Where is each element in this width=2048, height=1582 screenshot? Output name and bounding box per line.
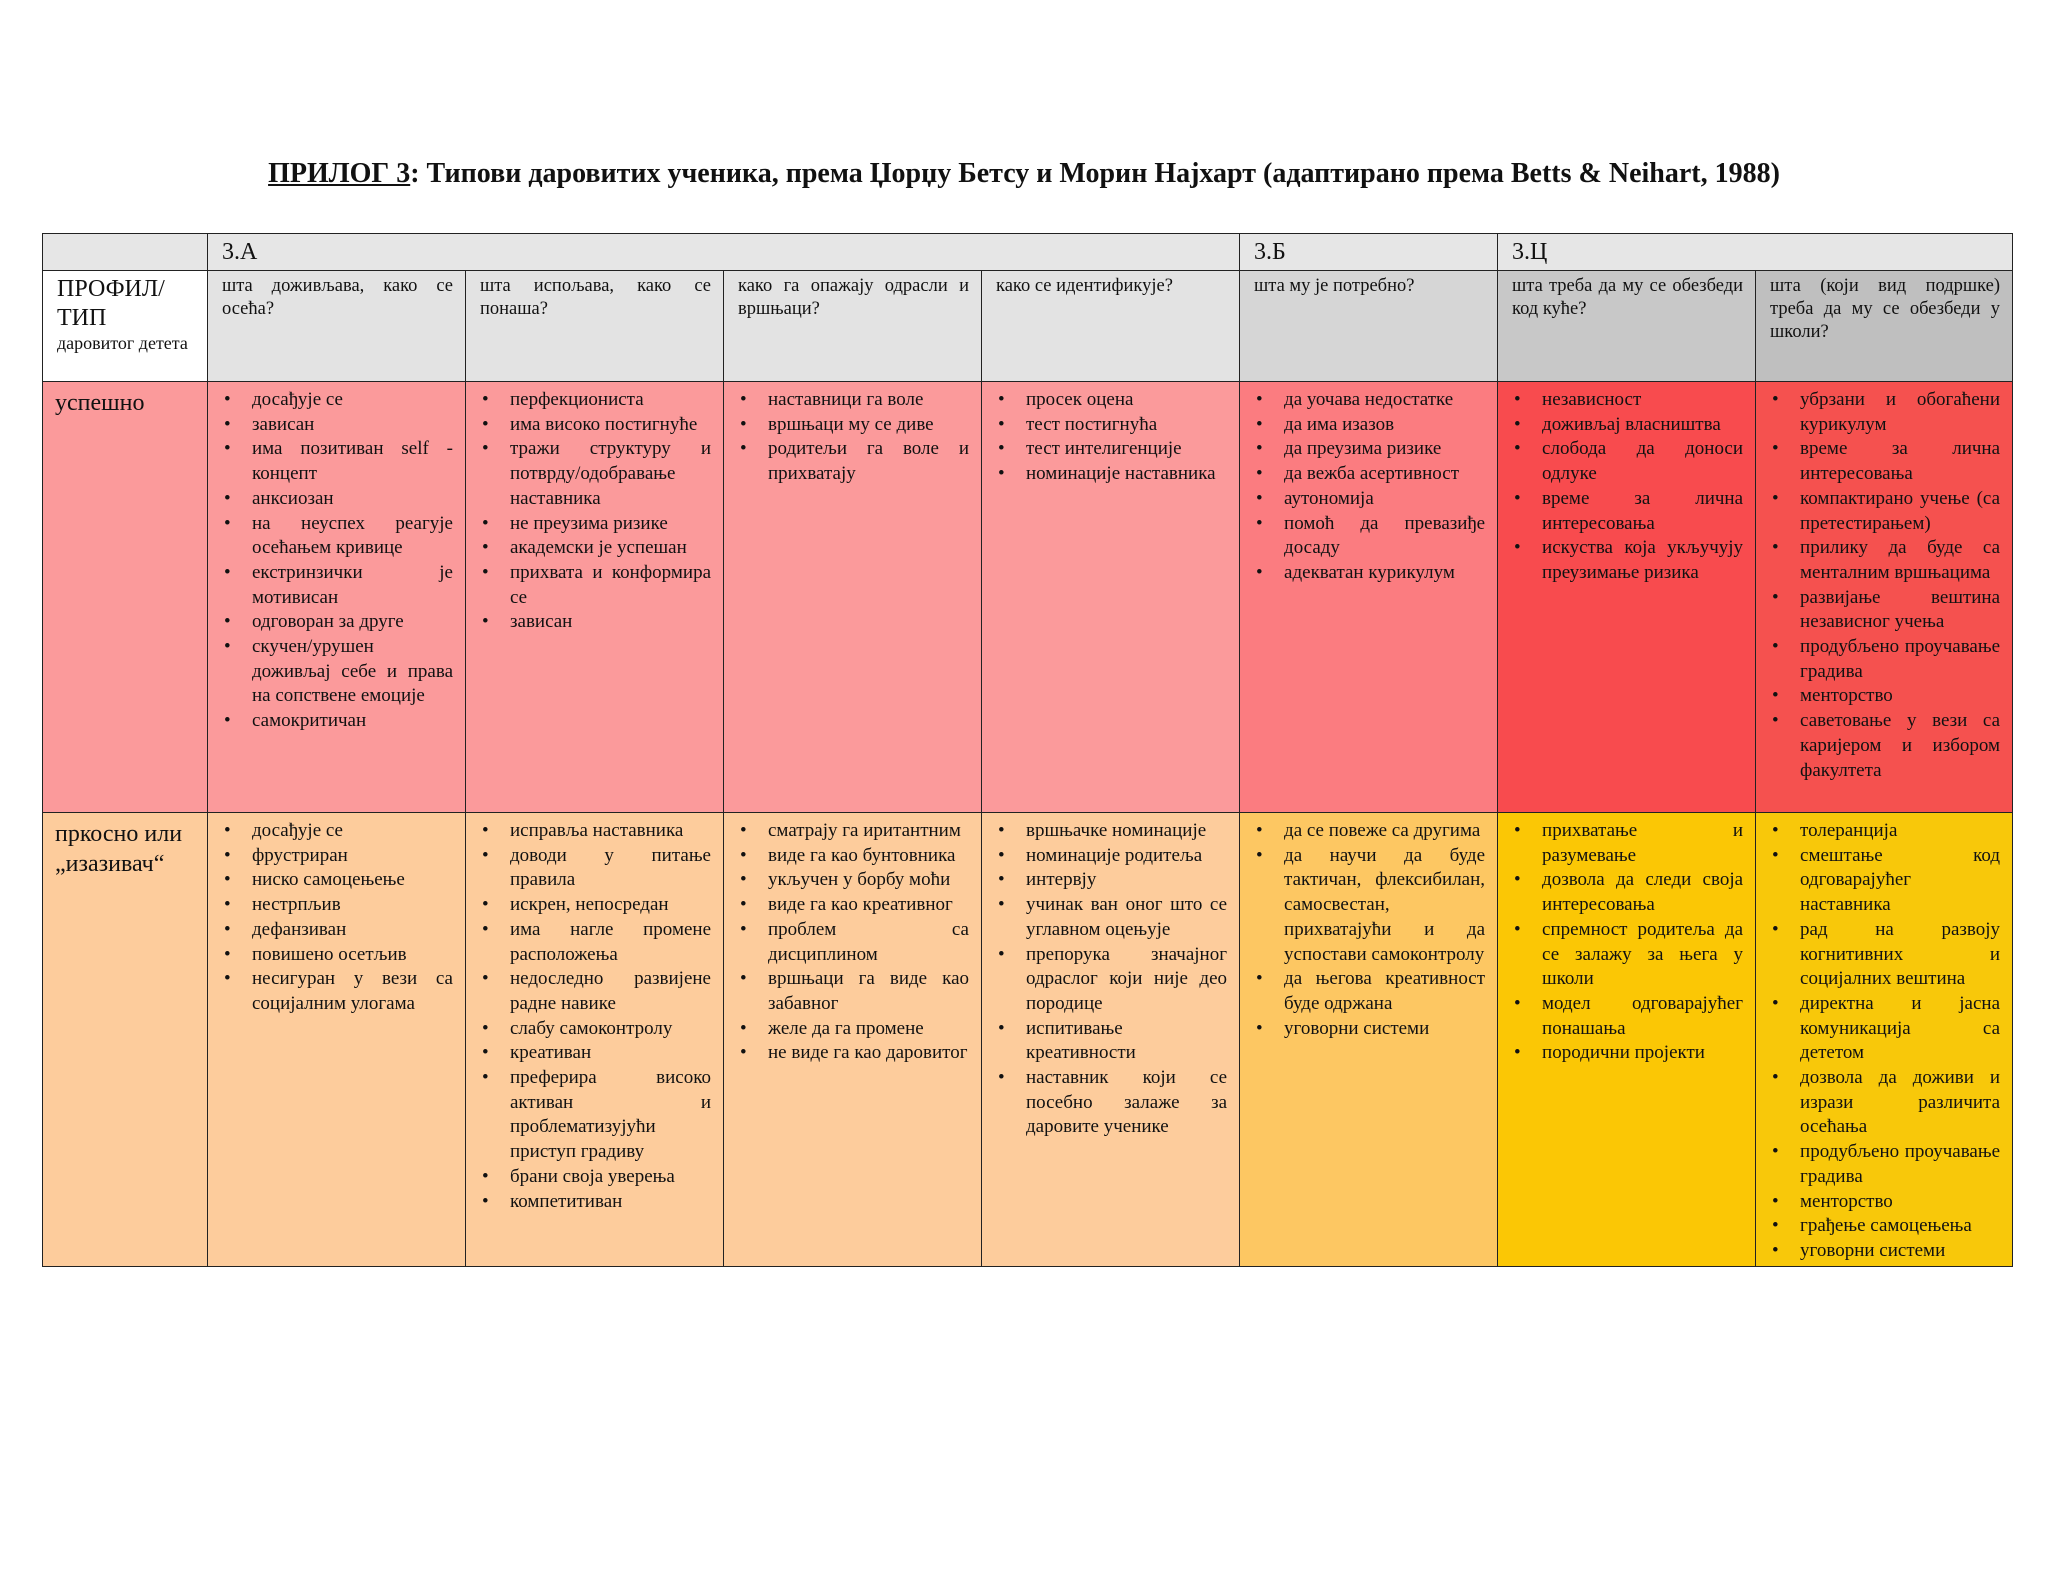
list-item: • брани своја уверења xyxy=(476,1165,711,1190)
table-cell xyxy=(1240,813,1498,1267)
list-item: • да има изазов xyxy=(1250,413,1485,438)
bullet-list xyxy=(1756,382,2012,783)
list-item: • прихвата и конформира се xyxy=(476,561,711,610)
table-cell xyxy=(982,813,1240,1267)
list-item: • скучен/урушен доживљај себе и права на сопствене емоције xyxy=(218,635,453,709)
list-item: • креативан xyxy=(476,1041,711,1066)
list-item: • не преузима ризике xyxy=(476,512,711,537)
question-header: како га опажају одрасли и вршњаци? xyxy=(724,271,982,382)
list-item: • компетитиван xyxy=(476,1190,711,1215)
list-item: • просек оцена xyxy=(992,388,1227,413)
list-item: • екстринзички је мотивисан xyxy=(218,561,453,610)
list-item: • искуства која укључују преузимање ризика xyxy=(1508,536,1743,585)
list-item: • менторство xyxy=(1766,1190,2000,1215)
list-item: • смештање код одговарајућег наставника xyxy=(1766,844,2000,918)
list-item: • саветовање у вези са каријером и избором факултета xyxy=(1766,709,2000,783)
list-item: • самокритичан xyxy=(218,709,453,734)
question-header: шта испољава, како се понаша? xyxy=(466,271,724,382)
list-item: • доживљај власништва xyxy=(1508,413,1743,438)
question-header: шта му је потребно? xyxy=(1240,271,1498,382)
list-item: • прихватање и разумевање xyxy=(1508,819,1743,868)
profile-header-line1: ПРОФИЛ/ xyxy=(57,276,165,302)
list-item: • спремност родитеља да се залажу за њега у школи xyxy=(1508,918,1743,992)
list-item: • на неуспех реагује осећањем кривице xyxy=(218,512,453,561)
list-item: • продубљено проучавање градива xyxy=(1766,1140,2000,1189)
list-item: • академски је успешан xyxy=(476,536,711,561)
list-item: • доводи у питање правила xyxy=(476,844,711,893)
list-item: • учинак ван оног што се углавном оцењује xyxy=(992,893,1227,942)
list-item: • убрзани и обогаћени курикулум xyxy=(1766,388,2000,437)
list-item: • директна и јасна комуникација са дететом xyxy=(1766,992,2000,1066)
section-header-empty xyxy=(43,234,208,271)
list-item: • недоследно развијене радне навике xyxy=(476,967,711,1016)
table-cell xyxy=(1498,813,1756,1267)
list-item: • развијање вештина независног учења xyxy=(1766,586,2000,635)
bullet-list xyxy=(466,813,723,1214)
question-header: шта треба да му се обезбеди код куће? xyxy=(1498,271,1756,382)
list-item: • виде га као креативног xyxy=(734,893,969,918)
list-item: • да вежба асертивност xyxy=(1250,462,1485,487)
list-item: • наставници га воле xyxy=(734,388,969,413)
row-label: пркосно или „изазивач“ xyxy=(43,813,208,1267)
list-item: • номинације наставника xyxy=(992,462,1227,487)
list-item: • има високо постигнуће xyxy=(476,413,711,438)
list-item: • тест интелигенције xyxy=(992,437,1227,462)
list-item: • досађује се xyxy=(218,388,453,413)
list-item: • да се повеже са другима xyxy=(1250,819,1485,844)
bullet-list xyxy=(1498,813,1755,1066)
bullet-list xyxy=(1498,382,1755,586)
bullet-list xyxy=(1240,382,1497,586)
bullet-list xyxy=(1240,813,1497,1041)
list-item: • зависан xyxy=(218,413,453,438)
list-item: • укључен у борбу моћи xyxy=(734,868,969,893)
bullet-list xyxy=(208,382,465,734)
bullet-list xyxy=(982,813,1239,1140)
list-item: • интервју xyxy=(992,868,1227,893)
list-item: • помоћ да превазиђе досаду xyxy=(1250,512,1485,561)
list-item: • адекватан курикулум xyxy=(1250,561,1485,586)
list-item: • независност xyxy=(1508,388,1743,413)
table-cell xyxy=(1756,813,2013,1267)
profile-header-small: даровитог детета xyxy=(57,333,188,353)
list-item: • вршњаци га виде као забавног xyxy=(734,967,969,1016)
list-item: • тражи структуру и потврду/одобравање наставника xyxy=(476,437,711,511)
list-item: • наставник који се посебно залаже за даровите ученике xyxy=(992,1066,1227,1140)
list-item: • повишено осетљив xyxy=(218,943,453,968)
table-row-successful xyxy=(43,382,2013,813)
list-item: • да преузима ризике xyxy=(1250,437,1485,462)
profile-header-line2: ТИП xyxy=(57,305,107,331)
list-item: • да његова креативност буде одржана xyxy=(1250,967,1485,1016)
list-item: • аутономија xyxy=(1250,487,1485,512)
list-item: • зависан xyxy=(476,610,711,635)
list-item: • има нагле промене расположења xyxy=(476,918,711,967)
bullet-list xyxy=(982,382,1239,487)
list-item: • уговорни системи xyxy=(1766,1239,2000,1264)
list-item: • менторство xyxy=(1766,684,2000,709)
list-item: • родитељи га воле и прихватају xyxy=(734,437,969,486)
bullet-list xyxy=(208,813,465,1017)
list-item: • виде га као бунтовника xyxy=(734,844,969,869)
list-item: • продубљено проучавање градива xyxy=(1766,635,2000,684)
list-item: • дефанзиван xyxy=(218,918,453,943)
bullet-list xyxy=(466,382,723,635)
table-cell xyxy=(1240,382,1498,813)
list-item: • толеранција xyxy=(1766,819,2000,844)
question-header-row xyxy=(43,271,2013,382)
list-item: • искрен, непосредан xyxy=(476,893,711,918)
list-item: • перфекциониста xyxy=(476,388,711,413)
list-item: • прилику да буде са менталним вршњацима xyxy=(1766,536,2000,585)
table-cell xyxy=(208,813,466,1267)
section-header-3b: 3.Б xyxy=(1240,234,1498,271)
list-item: • нестрпљив xyxy=(218,893,453,918)
list-item: • проблем са дисциплином xyxy=(734,918,969,967)
title-text: : Типови даровитих ученика, према Џорџу Бетсу и Морин Најхарт (адаптирано према Betts & Neihart, 1988) xyxy=(410,158,1780,189)
gifted-types-table xyxy=(42,233,2013,1267)
list-item: • сматрају га иритантним xyxy=(734,819,969,844)
list-item: • не виде га као даровитог xyxy=(734,1041,969,1066)
list-item: • слабу самоконтролу xyxy=(476,1017,711,1042)
table-cell xyxy=(208,382,466,813)
table-cell xyxy=(1498,382,1756,813)
section-header-3a: 3.А xyxy=(208,234,1240,271)
table-cell xyxy=(466,813,724,1267)
list-item: • несигуран у вези са социјалним улогама xyxy=(218,967,453,1016)
bullet-list xyxy=(1756,813,2012,1264)
list-item: • испитивање креативности xyxy=(992,1017,1227,1066)
table-row-challenging xyxy=(43,813,2013,1267)
list-item: • породични пројекти xyxy=(1508,1041,1743,1066)
section-header-3c: 3.Ц xyxy=(1498,234,2013,271)
list-item: • компактирано учење (са претестирањем) xyxy=(1766,487,2000,536)
list-item: • рад на развоју когнитивних и социјалних вештина xyxy=(1766,918,2000,992)
list-item: • дозвола да доживи и изрази различита осећања xyxy=(1766,1066,2000,1140)
list-item: • номинације родитеља xyxy=(992,844,1227,869)
list-item: • има позитиван self - концепт xyxy=(218,437,453,486)
list-item: • време за лична интересовања xyxy=(1766,437,2000,486)
table-cell xyxy=(724,813,982,1267)
list-item: • исправља наставника xyxy=(476,819,711,844)
list-item: • фрустриран xyxy=(218,844,453,869)
list-item: • дозвола да следи своја интересовања xyxy=(1508,868,1743,917)
list-item: • желе да га промене xyxy=(734,1017,969,1042)
list-item: • време за лична интересовања xyxy=(1508,487,1743,536)
bullet-list xyxy=(724,382,981,487)
table-cell xyxy=(724,382,982,813)
list-item: • одговоран за друге xyxy=(218,610,453,635)
list-item: • ниско самоцењење xyxy=(218,868,453,893)
list-item: • грађење самоцењења xyxy=(1766,1214,2000,1239)
question-header: шта (који вид подршке) треба да му се обезбеди у школи? xyxy=(1756,271,2013,382)
profile-header-cell xyxy=(43,271,208,382)
list-item: • уговорни системи xyxy=(1250,1017,1485,1042)
list-item: • преферира високо активан и проблематизујући приступ градиву xyxy=(476,1066,711,1165)
question-header: како се идентификује? xyxy=(982,271,1240,382)
row-label: успешно xyxy=(43,382,208,813)
list-item: • препорука значајног одраслог који није део породице xyxy=(992,943,1227,1017)
bullet-list xyxy=(724,813,981,1066)
list-item: • анксиозан xyxy=(218,487,453,512)
list-item: • вршњачке номинације xyxy=(992,819,1227,844)
table-cell xyxy=(982,382,1240,813)
list-item: • да уочава недостатке xyxy=(1250,388,1485,413)
title-prefix: ПРИЛОГ 3 xyxy=(268,158,411,189)
table-cell xyxy=(466,382,724,813)
list-item: • да научи да буде тактичан, флексибилан, самосвестан, прихватајући и да успостави самоконтролу xyxy=(1250,844,1485,968)
list-item: • вршњаци му се диве xyxy=(734,413,969,438)
document-title xyxy=(0,158,2048,190)
list-item: • модел одговарајућег понашања xyxy=(1508,992,1743,1041)
section-header-row xyxy=(43,234,2013,271)
list-item: • тест постигнућа xyxy=(992,413,1227,438)
list-item: • слобода да доноси одлуке xyxy=(1508,437,1743,486)
list-item: • досађује се xyxy=(218,819,453,844)
table-cell xyxy=(1756,382,2013,813)
question-header: шта доживљава, како се осећа? xyxy=(208,271,466,382)
